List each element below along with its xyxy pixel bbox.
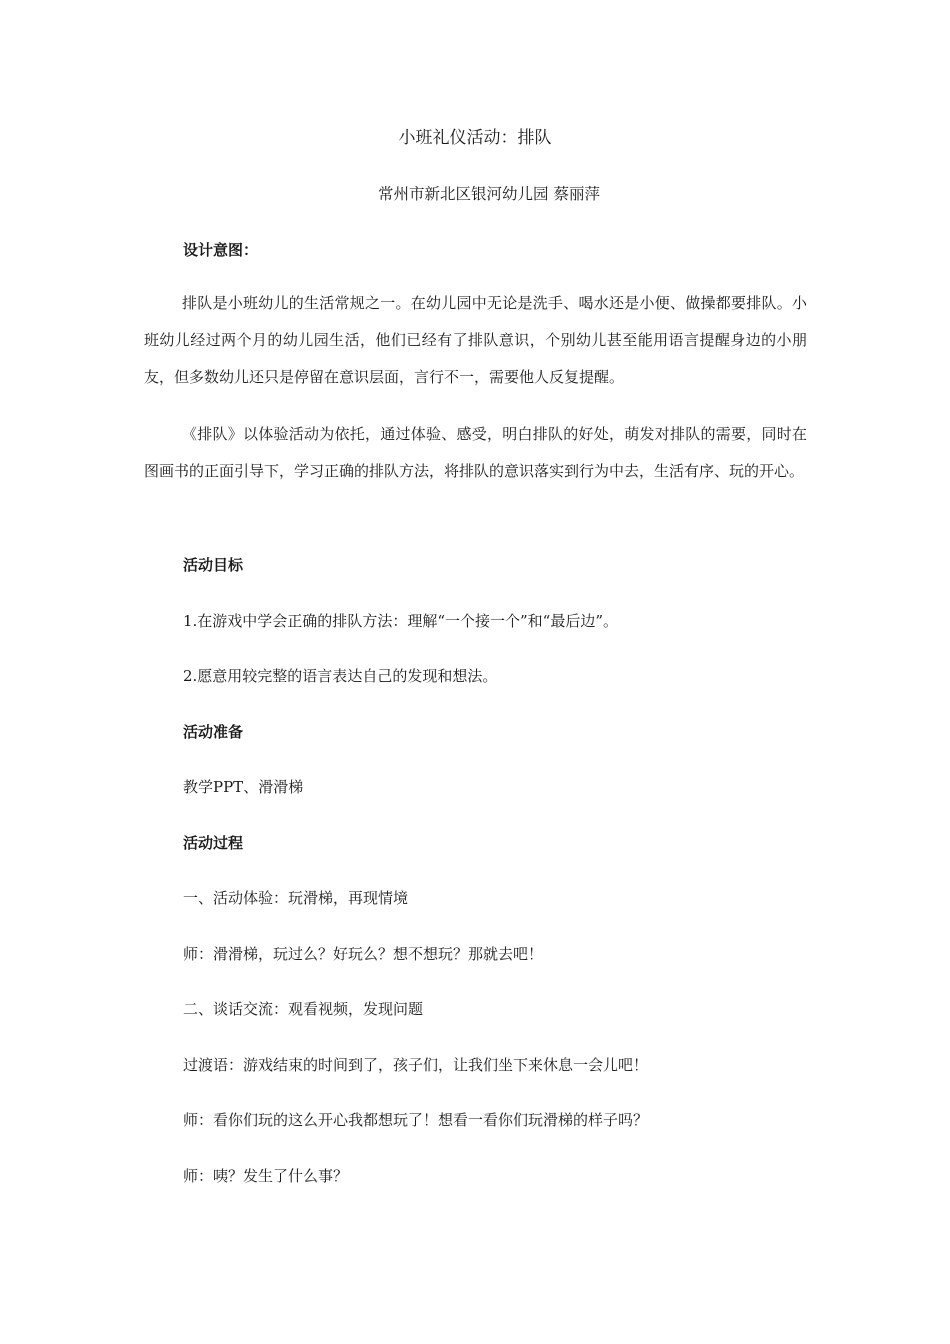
doc-title: 小班礼仪活动：排队 [398, 128, 552, 148]
process-line-2: 师：滑滑梯，玩过么？好玩么？想不想玩？那就去吧！ [183, 945, 544, 963]
paragraph-design-intent-2: 《排队》以体验活动为依托，通过体验、感受，明白排队的好处，萌发对排队的需要，同时在图画书的正面引导下，学习正确的排队方法，将排队的意识落实到行为中去，生活有序、玩的开心。 [144, 425, 807, 480]
goal-item-2: 2.愿意用较完整的语言表达自己的发现和想法。 [183, 667, 498, 685]
goal-item-1: 1.在游戏中学会正确的排队方法：理解“一个接一个”和“最后边”。 [183, 612, 618, 630]
heading-process: 活动过程 [183, 834, 244, 852]
process-line-6: 师：咦？发生了什么事？ [183, 1167, 349, 1185]
heading-preparation: 活动准备 [183, 723, 244, 741]
doc-author: 常州市新北区银河幼儿园 蔡丽萍 [378, 185, 600, 203]
process-line-4: 过渡语：游戏结束的时间到了，孩子们，让我们坐下来休息一会儿吧！ [183, 1056, 649, 1074]
process-line-5: 师：看你们玩的这么开心我都想玩了！想看一看你们玩滑梯的样子吗？ [183, 1111, 649, 1129]
heading-goals: 活动目标 [183, 556, 244, 574]
heading-design-intent: 设计意图： [183, 241, 259, 259]
process-line-1: 一、活动体验：玩滑梯，再现情境 [183, 889, 409, 907]
preparation-text: 教学PPT、滑滑梯 [183, 778, 304, 796]
paragraph-design-intent-1: 排队是小班幼儿的生活常规之一。在幼儿园中无论是洗手、喝水还是小便、做操都要排队。小班幼儿经过两个月的幼儿园生活，他们已经有了排队意识，个别幼儿甚至能用语言提醒身边的小朋友，但多数幼儿还只是停留在意识层面，言行不一，需要他人反复提醒。 [144, 294, 807, 386]
process-line-3: 二、谈话交流：观看视频，发现问题 [183, 1000, 424, 1018]
